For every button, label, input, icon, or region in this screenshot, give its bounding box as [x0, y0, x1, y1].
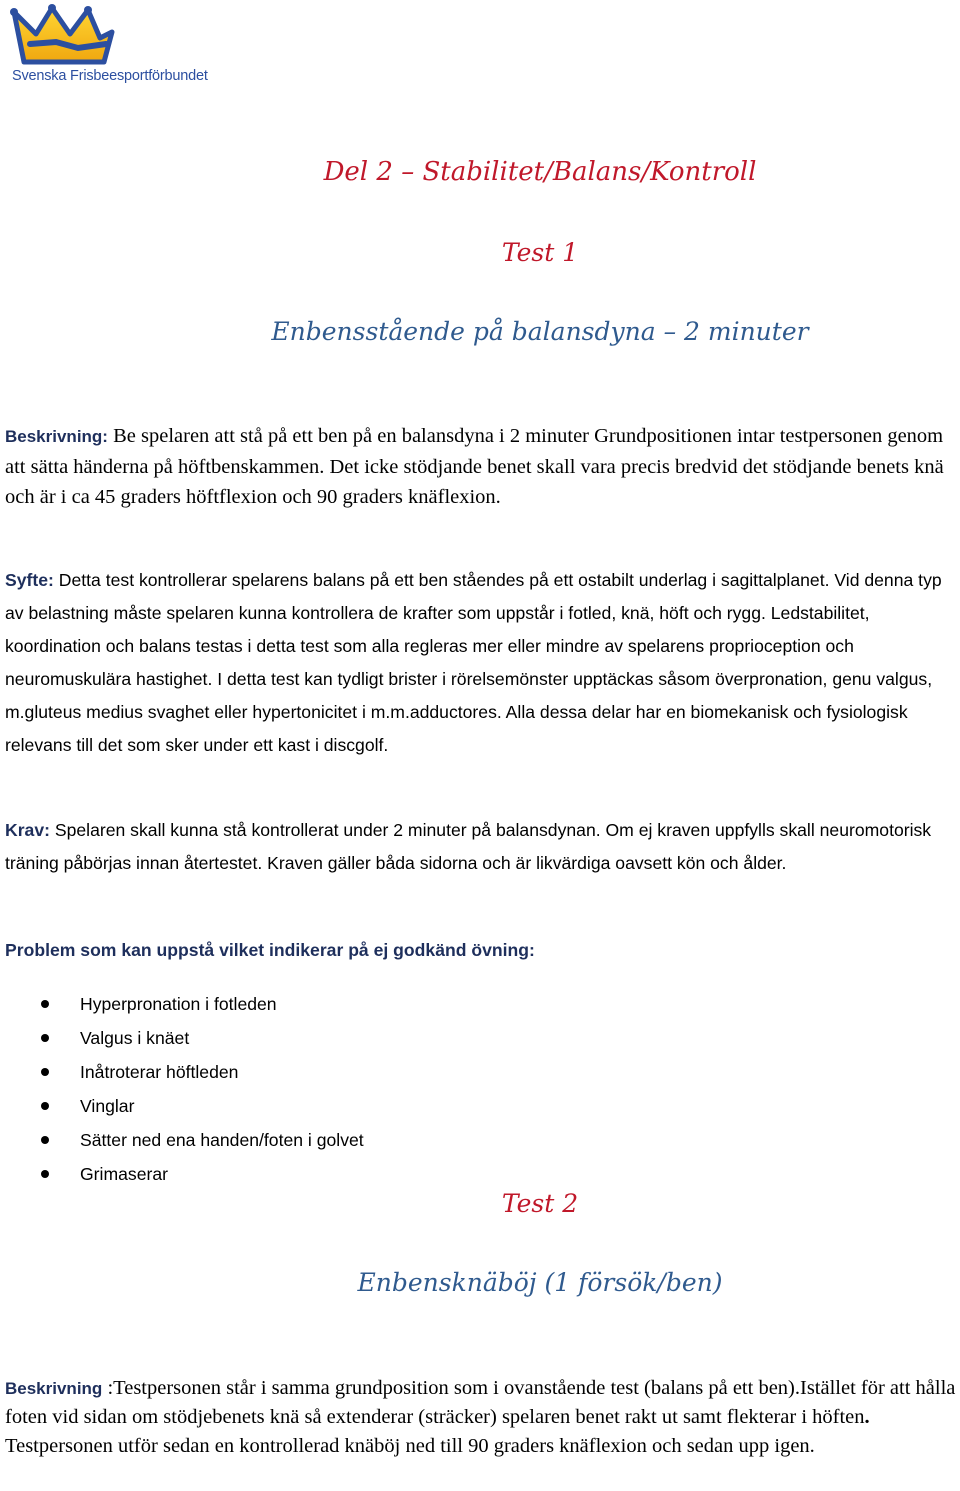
test1-description — [5, 421, 960, 512]
test2-heading: Test 2 — [501, 1189, 579, 1218]
list-item: Vinglar — [0, 1089, 364, 1123]
bullet-icon — [41, 1000, 49, 1008]
federation-logo — [8, 4, 223, 94]
description-label: Beskrivning: — [5, 427, 108, 446]
problems-heading — [5, 934, 960, 967]
test1-title: Enbensstående på balansdyna – 2 minuter — [271, 317, 809, 346]
test1-requirement — [5, 814, 960, 880]
list-item: Hyperpronation i fotleden — [0, 987, 364, 1021]
bullet-icon — [41, 1136, 49, 1144]
section-title: Del 2 – Stabilitet/Balans/Kontroll — [323, 157, 757, 187]
description-text-continued: Testpersonen utför sedan en kontrollerad knäböj ned till 90 graders knäflexion och sedan upp igen. — [5, 1435, 815, 1457]
test1-heading: Test 1 — [501, 238, 579, 267]
description-text: Be spelaren att stå på ett ben på en balansdyna i 2 minuter Grundpositionen intar testpersonen genom att sätta händerna på höftbenskammen. Det icke stödjande benet skall vara precis bredvid det stödjande benets knä och är i ca 45 graders höftflexion och 90 graders knäflexion. — [5, 425, 944, 508]
description-label: Beskrivning — [5, 1379, 103, 1398]
test2-description: Beskrivning :Testpersonen står i samma grundposition som i ovanstående test (balans på ett ben).Istället för att hålla foten vid sidan om stödjebenets knä så extenderar (sträcker) spelaren benet rakt ut samt flekterar i höften. Testpersonen utför sedan en kontrollerad knäböj ned till 90 graders knäflexion och sedan upp igen. — [5, 1377, 956, 1457]
purpose-label: Syfte: — [5, 570, 54, 590]
test1-purpose — [5, 564, 960, 762]
list-item: Valgus i knäet — [0, 1021, 364, 1055]
bullet-icon — [41, 1102, 49, 1110]
test2-title: Enbensknäböj (1 försök/ben) — [357, 1268, 723, 1297]
problems-list — [0, 987, 364, 1191]
bullet-icon — [41, 1068, 49, 1076]
list-item: Sätter ned ena handen/foten i golvet — [0, 1123, 364, 1157]
logo-text: Svenska Frisbeesportförbundet — [12, 68, 208, 84]
list-item: Grimaserar — [0, 1157, 364, 1191]
requirement-text: Spelaren skall kunna stå kontrollerat under 2 minuter på balansdynan. Om ej kraven uppfylls skall neuromotorisk träning påbörjas innan återtestet. Kraven gäller båda sidorna och är likvärdiga oavsett kön och ålder. — [5, 820, 932, 873]
problems-heading-text: Problem som kan uppstå vilket indikerar på ej godkänd övning: — [5, 940, 535, 960]
bullet-icon — [41, 1170, 49, 1178]
purpose-text: Detta test kontrollerar spelarens balans på ett ben ståendes på ett ostabilt underlag i sagittalplanet. Vid denna typ av belastning måste spelaren kunna kontrollera de krafter som uppstår i fotled, knä, höft och rygg. Ledstabilitet, koordination och balans testas i detta test som alla regleras mer eller mindre av spelarens proprioception och neuromuskulära hastighet. I detta test kan tydligt brister i rörelsemönster upptäckas såsom överpronation, genu valgus, m.gluteus medius svaghet eller hypertonicitet i m.m.adductores. Alla dessa delar har en biomekanisk och fysiologisk relevans till det som sker under ett kast i discgolf. — [5, 570, 942, 755]
bullet-icon — [41, 1034, 49, 1042]
crown-icon — [8, 4, 128, 70]
requirement-label: Krav: — [5, 820, 50, 840]
description-text: :Testpersonen står i samma grundposition som i ovanstående test (balans på ett ben).Istället för att hålla foten vid sidan om stödjebenets knä så extenderar (sträcker) spelaren benet rakt ut samt flekterar i höften — [5, 1377, 956, 1428]
list-item: Inåtroterar höftleden — [0, 1055, 364, 1089]
